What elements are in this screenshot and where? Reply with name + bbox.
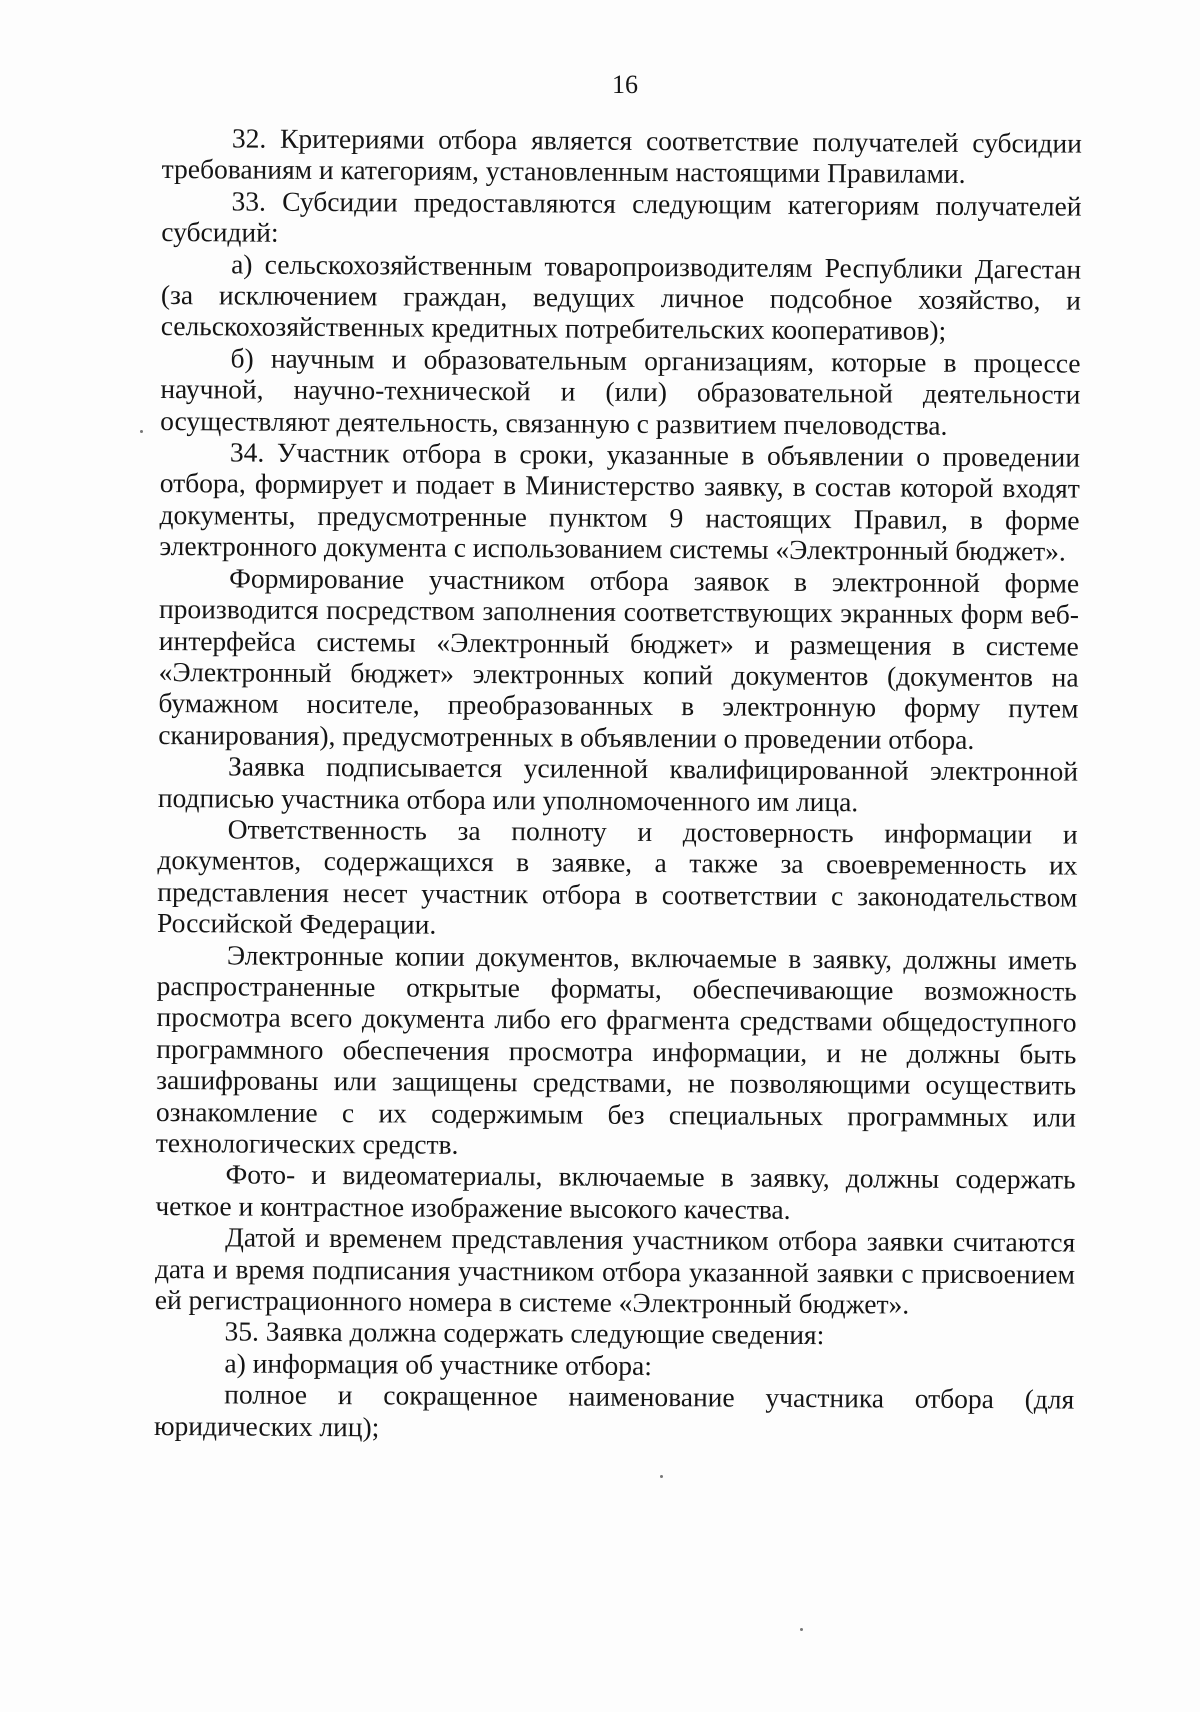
paragraph-35-a: а) информация об участнике отбора: — [224, 1347, 653, 1381]
paragraph-34-forming: Формирование участником отбора заявок в электронной форме производится посредством заполнения соответствующих экранных форм веб-интерфейса системы «Электронный бюджет» и размещения в системе «Электронный бюджет» электронных копий документов (документов на бумажном носителе, преобразованных в электронную форму путем сканирования), предусмотренных в объявлении о проведении отбора. — [158, 562, 1080, 755]
scan-speck — [660, 1475, 663, 1478]
paragraph-33-b: б) научным и образовательным организациям, которые в процессе научной, научно-технической и (или) образовательной деятельности осуществляют деятельность, связанную с развитием пчеловодства. — [160, 342, 1081, 441]
paragraph-33: 33. Субсидии предоставляются следующим категориям получателей субсидий: — [161, 185, 1082, 248]
scan-speck — [140, 430, 143, 433]
paragraph-34-submission-date: Датой и временем представления участником отбора заявки считаются дата и время подписания участником отбора указанной заявки с присвоением ей регистрационного номера в системе «Электронный бюджет». — [154, 1221, 1076, 1320]
paragraph-34: 34. Участник отбора в сроки, указанные в объявлении о проведении отбора, формирует и подает в Министерство заявку, в состав которой входят документы, предусмотренные пунктом 9 настоящих Правил, в форме электронного документа с использованием системы «Электронный бюджет». — [159, 436, 1081, 567]
paragraph-32: 32. Критериями отбора является соответствие получателей субсидии требованиям и категориям, установленным настоящими Правилами. — [161, 122, 1082, 190]
paragraph-34-responsibility: Ответственность за полноту и достоверность информации и документов, содержащихся в заявке, а также за своевременность их представления несет участник отбора в соответствии с законодательством Российской Федерации. — [157, 813, 1078, 940]
page-number: 16 — [612, 70, 638, 99]
paragraph-33-a: а) сельскохозяйственным товаропроизводителям Республики Дагестан (за исключением граждан, ведущих личное подсобное хозяйство, и сельскохозяйственных кредитных потребительских кооперативов); — [160, 248, 1082, 347]
paragraph-35: 35. Заявка должна содержать следующие сведения: — [224, 1315, 825, 1351]
scan-speck — [800, 1628, 803, 1631]
document-body — [154, 122, 1082, 1447]
paragraph-35-a-name: полное и сокращенное наименование участника отбора (для юридических лиц); — [153, 1378, 1075, 1443]
paragraph-34-electronic-copies: Электронные копии документов, включаемые в заявку, должны иметь распространенные открытые форматы, обеспечивающие возможность просмотра всего документа либо его фрагмента средствами общедоступного программного обеспечения просмотра информации, и не должны быть зашифрованы или защищены средствами, не позволяющими осуществить ознакомление с их содержимым без специальных программных или технологических средств. — [155, 938, 1077, 1160]
paragraph-34-signature: Заявка подписывается усиленной квалифицированной электронной подписью участника отбора или уполномоченного им лица. — [157, 750, 1079, 817]
paragraph-34-media: Фото- и видеоматериалы, включаемые в заявку, должны содержать четкое и контрастное изображение высокого качества. — [155, 1158, 1076, 1225]
